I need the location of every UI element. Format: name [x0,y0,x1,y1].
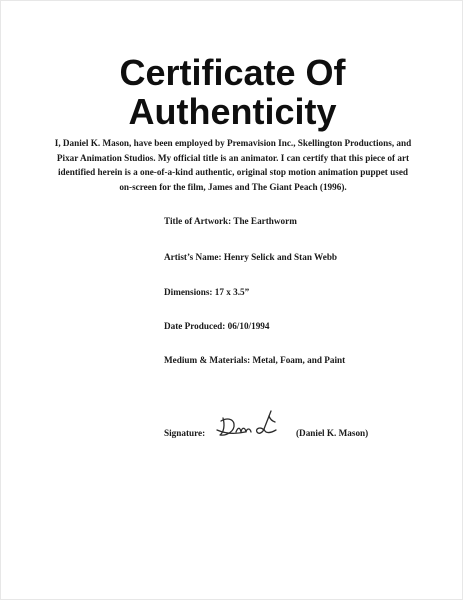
signature-label: Signature: [164,428,206,438]
certification-statement [37,136,429,194]
certificate-title-line1: Certificate Of [119,52,346,93]
statement-line: Pixar Animation Studios. My official title is an animator. I can certify that this piece of art [56,152,410,163]
artists-name-field: Artist’s Name: Henry Selick and Stan Webb [164,252,338,262]
statement-line: I, Daniel K. Mason, have been employed by Premavision Inc., Skellington Productions, and [54,138,412,148]
date-produced-field: Date Produced: 06/10/1994 [164,321,270,331]
medium-materials-field: Medium & Materials: Metal, Foam, and Paint [164,355,346,365]
certificate-title-line2: Authenticity [128,91,337,132]
title-of-artwork-field: Title of Artwork: The Earthworm [164,216,297,226]
handwritten-signature [214,405,286,445]
statement-line: identified herein is a one-of-a-kind authentic, original stop motion animation puppet used [57,167,409,177]
signer-printed-name: (Daniel K. Mason) [296,428,369,438]
dimensions-field: Dimensions: 17 x 3.5” [164,287,250,297]
statement-line: on-screen for the film, James and The Giant Peach (1996). [119,181,347,192]
signature-row [164,405,424,445]
